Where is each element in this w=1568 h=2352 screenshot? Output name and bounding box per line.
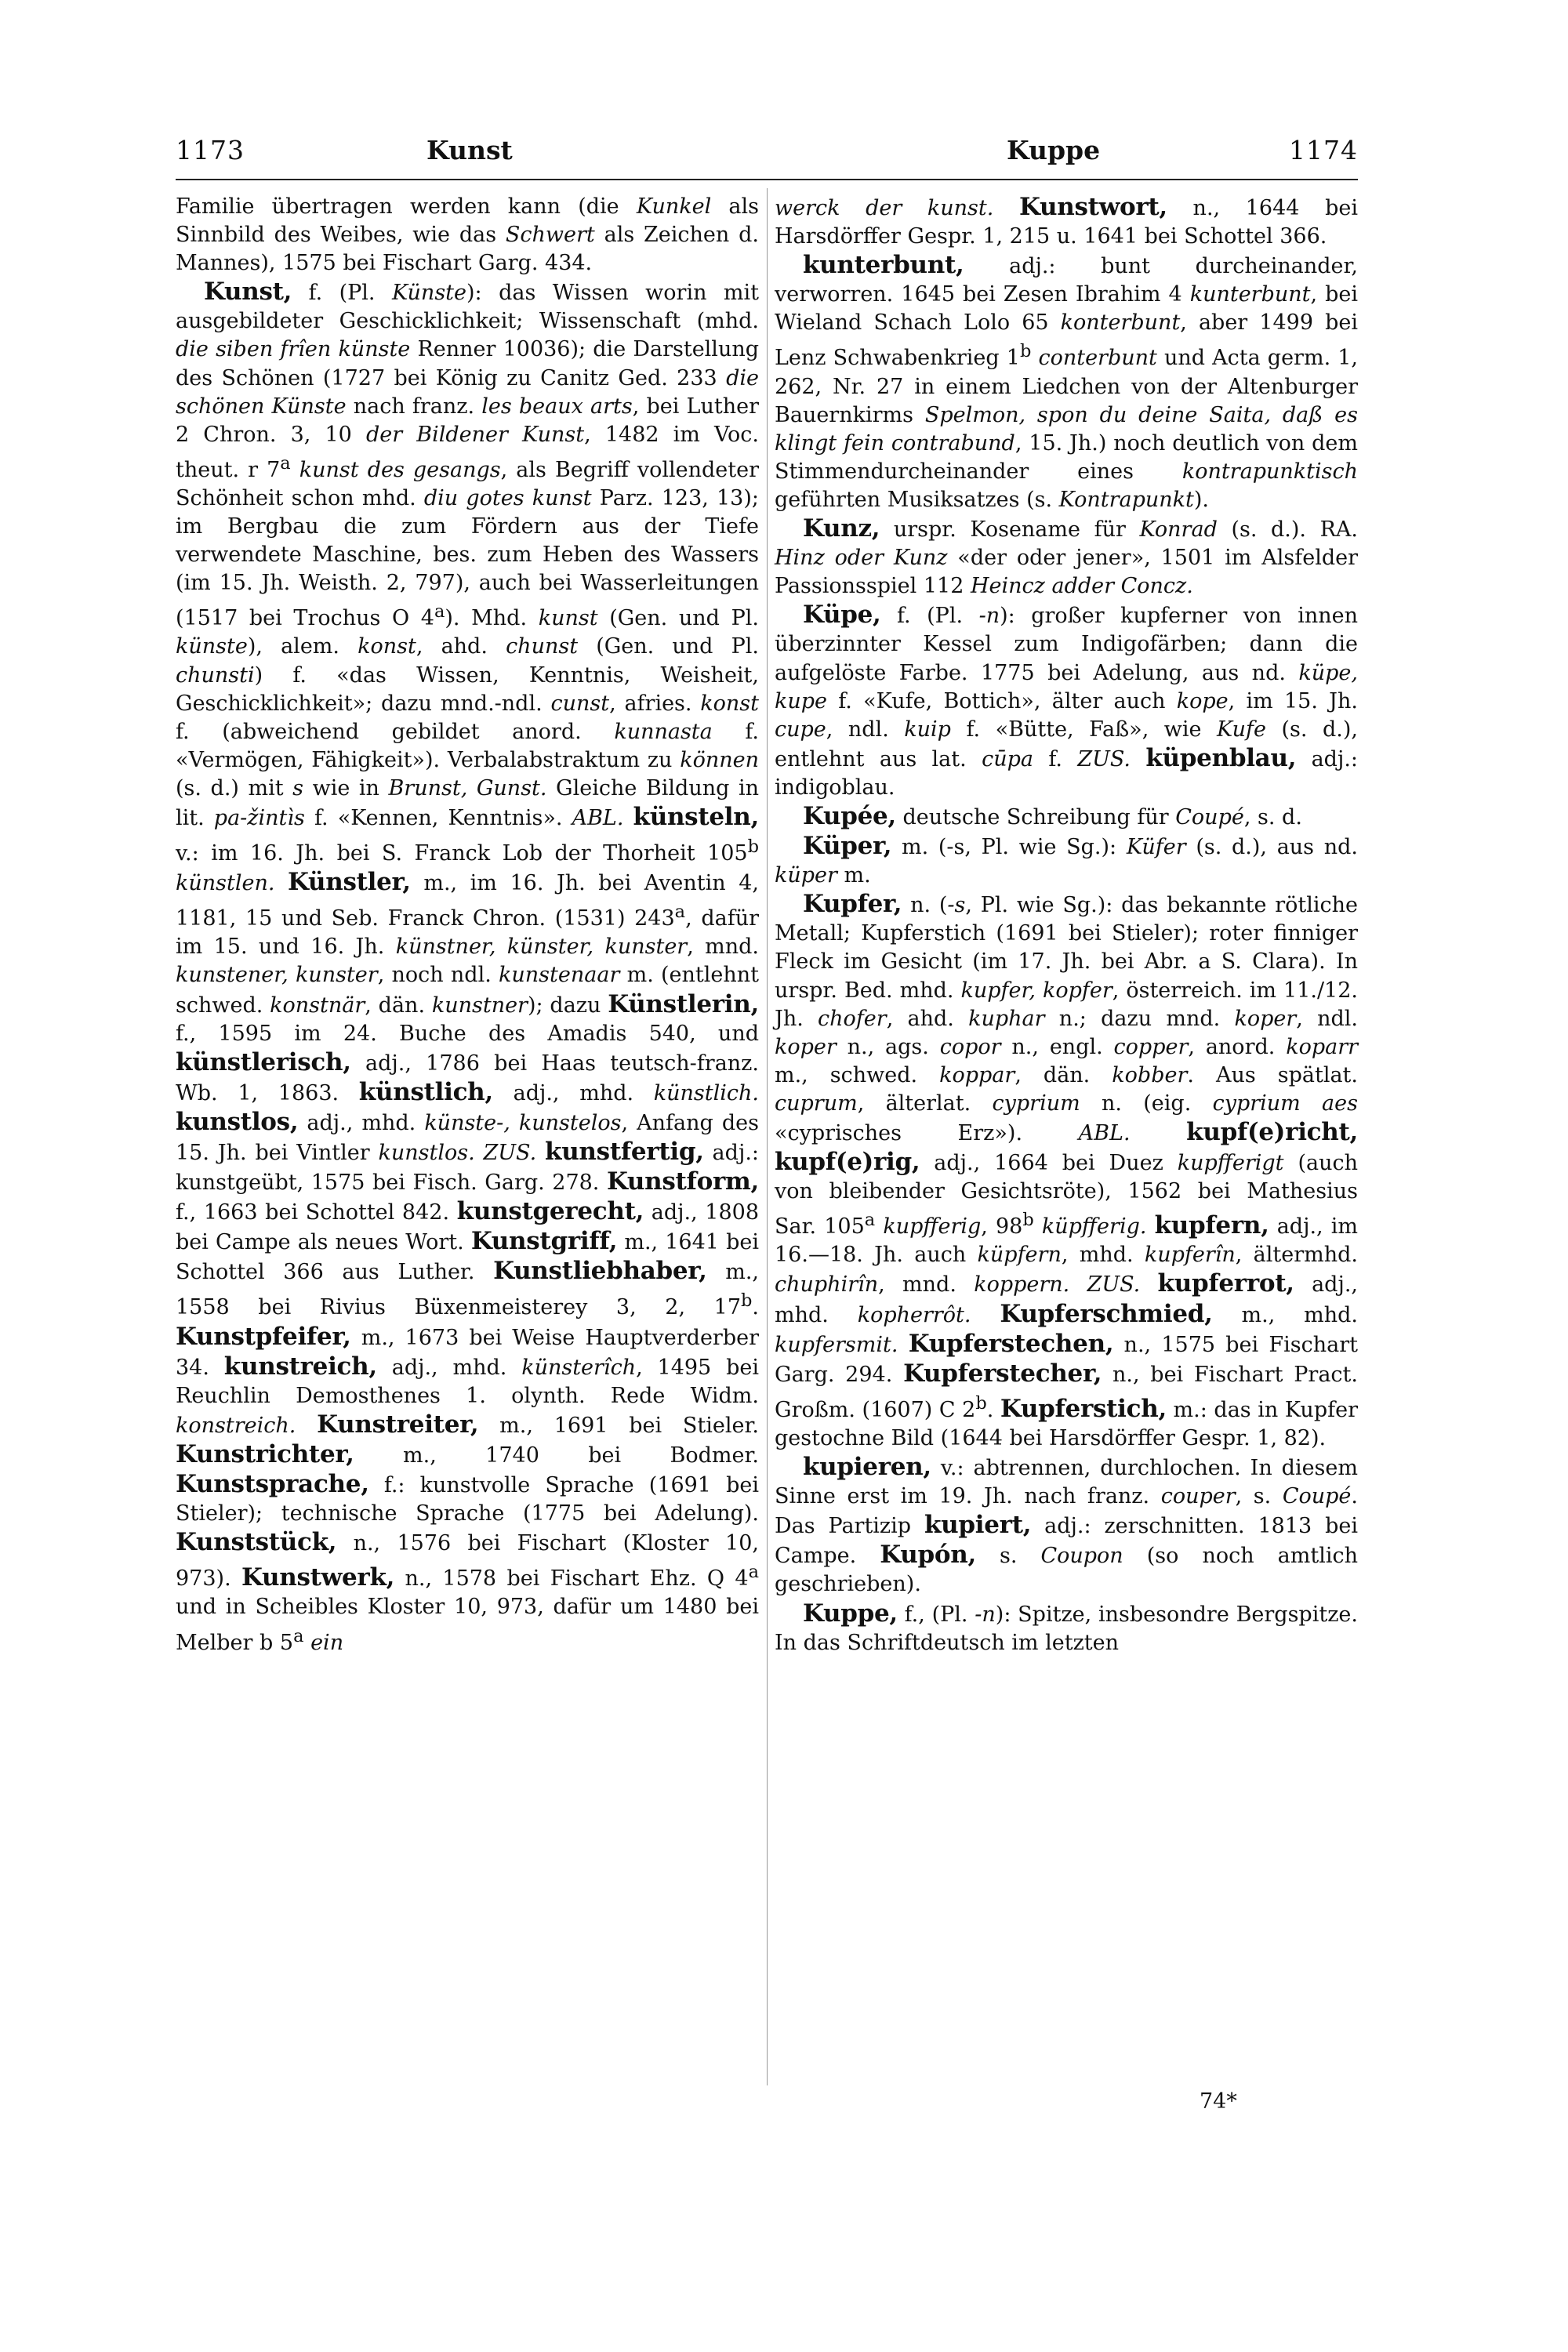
signature-mark: 74* (1200, 2089, 1237, 2114)
column-divider (767, 188, 768, 2085)
entry-kuepe: Küpe, f. (Pl. -n): großer kupferner von innen überzinnter Kessel zum Indigofärben; dann die aufgelöste Farbe. 1775 bei Adelung, aus nd. küpe, kupe f. «Kufe, Bottich», älter auch kope, im 15. Jh. cupe, ndl. kuip f. «Bütte, Faß», wie Kufe (s. d.), entlehnt aus lat. cūpa f. ZUS. küpenblau, adj.: indigoblau. (775, 601, 1359, 800)
right-page-number: 1174 (1289, 135, 1358, 165)
entry-kupfer: Kupfer, n. (-s, Pl. wie Sg.): das bekannte rötliche Metall; Kupferstich (1691 bei Stieler); roter finniger Fleck im Gesicht (im 17. Jh. bei Abr. a S. Clara). In urspr. Bed. mhd. kupfer, kopfer, österreich. im 11./12. Jh. chofer, ahd. kuphar n.; dazu mnd. koper, ndl. koper n., ags. copor n., engl. copper, anord. koparr m., schwed. koppar, dän. kobber. Aus spätlat. cuprum, älterlat. cyprium n. (eig. cyprium aes «cyprisches Erz»). ABL. kupf(e)richt, kupf(e)rig, adj., 1664 bei Duez kupfferigt (auch von bleibender Gesichtsröte), 1562 bei Mathesius Sar. 105$^a$ kupfferig, 98$^b$ küpfferig. kupfern, adj., im 16.—18. Jh. auch küpfern, mhd. kupferîn, ältermhd. chuphirîn, mnd. koppern. ZUS. kupferrot, adj., mhd. kopherrôt. Kupferschmied, m., mhd. kupfersmit. Kupferstechen, n., 1575 bei Fischart Garg. 294. Kupferstecher, n., bei Fischart Pract. Großm. (1607) C 2$^b$. Kupferstich, m.: das in Kupfer gestochne Bild (1644 bei Harsdörffer Gespr. 1, 82). (775, 890, 1359, 1450)
left-column (176, 193, 759, 1657)
entry-kueper: Küper, m. (-s, Pl. wie Sg.): Küfer (s. d.), aus nd. küper m. (775, 832, 1358, 888)
header-rule (176, 179, 1358, 180)
entry-kupieren: kupieren, v.: abtrennen, durchlochen. In diesem Sinne erst im 19. Jh. nach franz. couper, s. Coupé. Das Partizip kupiert, adj.: zerschnitten. 1813 bei Campe. Kupón, s. Coupon (so noch amtlich geschrieben). (775, 1453, 1358, 1597)
entry-paragraph: werck der kunst. Kunstwort, n., 1644 bei Harsdörffer Gespr. 1, 215 u. 1641 bei Schottel 366. (775, 193, 1358, 249)
entry-kupee: Kupée, deutsche Schreibung für Coupé, s. d. (803, 801, 1302, 830)
entry-kunz: Kunz, urspr. Kosename für Konrad (s. d.). RA. Hinz oder Kunz «der oder jener», 1501 im Alsfelder Passionsspiel 112 Heincz adder Concz. (775, 514, 1358, 599)
entry-kunst: Kunst, f. (Pl. Künste): das Wissen worin mit ausgebildeter Geschicklichkeit; Wissenschaft (mhd. die siben frîen künste Renner 10036); die Darstellung des Schönen (1727 bei König zu Canitz Ged. 233 die schönen Künste nach franz. les beaux arts, bei Luther 2 Chron. 3, 10 der Bildener Kunst, 1482 im Voc. theut. r 7$^a$ kunst des gesangs, als Begriff vollendeter Schönheit schon mhd. diu gotes kunst Parz. 123, 13); im Bergbau die zum Fördern aus der Tiefe verwendete Maschine, bes. zum Heben des Wassers (im 15. Jh. Weisth. 2, 797), auch bei Wasserleitungen (1517 bei Trochus O 4$^a$). Mhd. kunst (Gen. und Pl. künste), alem. konst, ahd. chunst (Gen. und Pl. chunsti) f. «das Wissen, Kenntnis, Weisheit, Geschicklichkeit»; dazu mnd.-ndl. cunst, afries. konst f. (abweichend gebildet anord. kunnasta f. «Vermögen, Fähigkeit»). Verbalabstraktum zu können (s. d.) mit s wie in Brunst, Gunst. Gleiche Bildung in lit. pa-žintìs f. «Kennen, Kenntnis». ABL. künsteln, v.: im 16. Jh. bei S. Franck Lob der Thorheit 105$^b$ künstlen. Künstler, m., im 16. Jh. bei Aventin 4, 1181, 15 und Seb. Franck Chron. (1531) 243$^a$, dafür im 15. und 16. Jh. künstner, künster, kunster, mnd. kunstener, kunster, noch ndl. kunstenaar m. (entlehnt schwed. konstnär, dän. kunstner); dazu Künstlerin, f., 1595 im 24. Buche des Amadis 540, und künstlerisch, adj., 1786 bei Haas teutsch-franz. Wb. 1, 1863. künstlich, adj., mhd. künstlich. kunstlos, adj., mhd. künste-, kunstelos, Anfang des 15. Jh. bei Vintler kunstlos. ZUS. kunstfertig, adj.: kunstgeübt, 1575 bei Fisch. Garg. 278. Kunstform, f., 1663 bei Schottel 842. kunstgerecht, adj., 1808 bei Campe als neues Wort. Kunstgriff, m., 1641 bei Schottel 366 aus Luther. Kunstliebhaber, m., 1558 bei Rivius Büxenmeisterey 3, 2, 17$^b$. Kunstpfeifer, m., 1673 bei Weise Hauptverderber 34. kunstreich, adj., mhd. künsterîch, 1495 bei Reuchlin Demosthenes 1. olynth. Rede Widm. konstreich. Kunstreiter, m., 1691 bei Stieler. Kunstrichter, m., 1740 bei Bodmer. Kunstsprache, f.: kunstvolle Sprache (1691 bei Stieler); technische Sprache (1775 bei Adelung). Kunststück, n., 1576 bei Fischart (Kloster 10, 973). Kunstwerk, n., 1578 bei Fischart Ehz. Q 4$^a$ und in Scheibles Kloster 10, 973, dafür um 1480 bei Melber b 5$^a$ ein (176, 278, 760, 1655)
page-header (176, 135, 1358, 174)
entry-paragraph: Familie übertragen werden kann (die Kunkel als Sinnbild des Weibes, wie das Schwert als Zeichen d. Mannes), 1575 bei Fischart Garg. 434. (176, 194, 760, 276)
entry-kuppe: Kuppe, f., (Pl. -n): Spitze, insbesondre Bergspitze. In das Schriftdeutsch im letzten (775, 1599, 1358, 1655)
entry-kunterbunt: kunterbunt, adj.: bunt durcheinander, verworren. 1645 bei Zesen Ibrahim 4 kunterbunt, bei Wieland Schach Lolo 65 konterbunt, aber 1499 bei Lenz Schwabenkrieg 1$^b$ conterbunt und Acta germ. 1, 262, Nr. 27 in einem Liedchen von der Altenburger Bauernkirms Spelmon, spon du deine Saita, daß es klingt fein contrabund, 15. Jh.) noch deutlich von dem Stimmendurcheinander eines kontrapunktisch geführten Musiksatzes (s. Kontrapunkt). (775, 251, 1359, 512)
right-column (775, 193, 1358, 1657)
right-running-headword: Kuppe (1007, 135, 1101, 165)
left-running-headword: Kunst (426, 135, 513, 165)
left-page-number: 1173 (176, 135, 245, 165)
